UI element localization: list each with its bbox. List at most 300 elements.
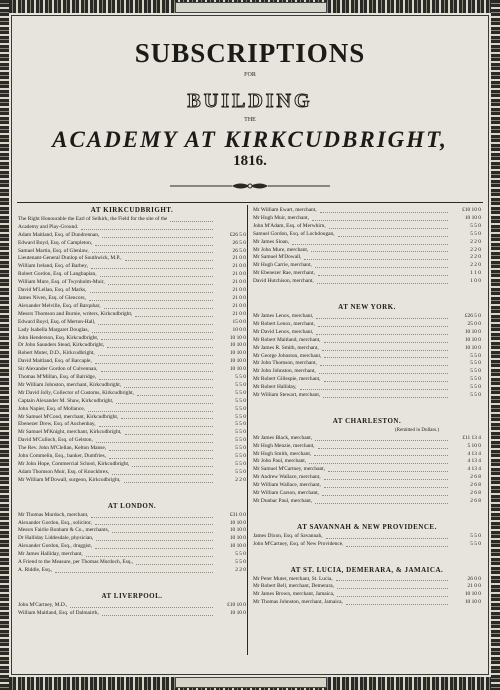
dot-leader (324, 482, 448, 488)
section-heading: AT CHARLESTON. (332, 416, 402, 425)
header-rule (17, 202, 483, 203)
subscriber-row (253, 576, 481, 584)
subscription-amount: 5 5 0 (235, 453, 246, 460)
subscriber-row (18, 303, 246, 311)
dot-leader (338, 231, 448, 237)
subscription-amount: 10 0 0 (232, 326, 246, 333)
subscriber-row (18, 461, 246, 469)
subscriber-row (18, 366, 246, 374)
subscription-amount: 10 10 0 (464, 214, 481, 221)
title-the: THE (244, 117, 256, 123)
subscriber-row (253, 498, 481, 506)
subscriber-row (253, 533, 481, 541)
subscriber-name: Dr Halliday Liddesdale, physician, (18, 535, 94, 542)
subscriber-name: Mr John Mure, merchant, (253, 246, 309, 253)
subscriber-row (18, 216, 246, 224)
subscriber-name: Mr John Thomson, merchant, (253, 360, 317, 367)
section-heading: AT SAVANNAH & NEW PROVIDENCE. (297, 522, 437, 531)
subscriber-name: Mr Andrew Wallace, merchant, (253, 474, 321, 481)
subscription-amount: 10 10 0 (464, 591, 481, 598)
subscription-amount (216, 224, 246, 232)
subscriber-row (18, 382, 246, 390)
dot-leader (70, 602, 213, 608)
subscriber-row (18, 311, 246, 319)
subscriber-row (253, 490, 481, 498)
dot-leader (86, 551, 213, 557)
dot-leader (98, 319, 213, 325)
subscription-amount: £26 5 0 (464, 312, 481, 319)
dot-leader (319, 368, 448, 374)
subscriber-name: Mr William M'Dowall, surgeon, Kirkcudbright, (18, 476, 121, 483)
dot-leader (304, 254, 448, 260)
subscriber-row (18, 469, 246, 477)
subscriber-row (253, 321, 481, 329)
subscription-amount: 5 5 0 (470, 222, 481, 229)
subscriber-name: Alexander Gordon, Esq., druggist, (18, 543, 93, 550)
subscriber-name: Lady Isabella Margaret Douglas, (18, 326, 89, 333)
dot-leader (92, 327, 213, 333)
dot-leader (292, 239, 448, 245)
subscriber-row (253, 313, 481, 321)
subscriber-row (253, 591, 481, 599)
subscriber-name: John M'Cartney, Esq. of New Providence, (253, 540, 344, 547)
dot-leader (318, 270, 448, 276)
subscriber-row (253, 541, 481, 549)
subscriber-name: Captain Alexander M. Shaw, Kirkcudbright, (18, 397, 114, 404)
top-cartouche (175, 2, 327, 13)
subscription-amount: 10 10 0 (229, 334, 246, 341)
title-year: 1816. (233, 153, 267, 169)
subscription-amount: 21 0 0 (467, 583, 481, 590)
dot-leader (135, 311, 213, 317)
subscriber-row (253, 278, 481, 286)
subscriber-row (253, 384, 481, 392)
subscriber-row (18, 335, 246, 343)
subscription-amount: 10 10 0 (464, 328, 481, 335)
subscriber-name: Mr John Paul, merchant, (253, 458, 307, 465)
subscription-amount: 2 6 8 (470, 474, 481, 481)
subscriber-name: David Maitland, Esq. of Barcaple, (18, 358, 92, 365)
subscription-amount: 5 5 0 (470, 384, 481, 391)
dot-leader (300, 384, 448, 390)
dot-leader (108, 279, 213, 285)
dot-leader (315, 498, 448, 504)
dot-leader (346, 599, 448, 605)
dot-leader (95, 543, 213, 549)
subscriber-name: Mr James R. Smith, merchant, (253, 344, 319, 351)
subscriber-row (18, 350, 246, 358)
subscriber-row (253, 368, 481, 376)
dot-leader (132, 461, 213, 467)
subscriber-name: Mr Samuel M'Cartney, merchant, (253, 466, 326, 473)
subscriber-name: Samuel Gordon, Esq. of Lochdougan, (253, 230, 335, 237)
dot-leader (55, 567, 213, 573)
subscriber-row (253, 458, 481, 466)
subscriber-name: Dr John Saunders Stead, Kirkcudbright, (18, 342, 105, 349)
dot-leader (322, 345, 448, 351)
subscriber-name: Samuel Martin, Esq. of Glenlaw, (18, 247, 89, 254)
subscriber-name: Robert Gordon, Esq. of Langbaplan, (18, 271, 97, 278)
subscriber-row (253, 451, 481, 459)
subscription-amount: 2 2 0 (235, 566, 246, 573)
dot-leader (89, 295, 213, 301)
subscriber-row (253, 262, 481, 270)
subscriber-name: Ebenezer Drew, Esq. of Auchenbay, (18, 421, 96, 428)
subscription-amount: 21 0 0 (232, 310, 246, 317)
subscription-amount: 10 10 0 (229, 350, 246, 357)
subscriber-name: James Niven, Esq. of Glencors, (18, 294, 86, 301)
dot-leader (99, 421, 213, 427)
dot-leader (121, 414, 213, 420)
dot-leader (125, 429, 213, 435)
subscriber-name: John Commelin, Esq., banker, Dumfries, (18, 453, 106, 460)
dot-leader (98, 350, 213, 356)
subscriber-name: Mr George Johnston, merchant, (253, 352, 322, 359)
subscriber-name: David M'Lellan, Esq. of Marks, (18, 287, 87, 294)
dot-leader (337, 583, 448, 589)
subscriber-row (253, 207, 481, 215)
subscriber-name: Robert Muter, D.D., Kirkcudbright, (18, 350, 95, 357)
dot-leader (336, 576, 448, 582)
subscriber-row (18, 224, 246, 232)
dot-leader (324, 353, 448, 359)
subscriber-row (18, 551, 246, 559)
subscriber-row (18, 358, 246, 366)
subscriber-name: John M'Adam, Esq. of Merwhirn, (253, 222, 326, 229)
subscriber-name: William Ireland, Esq. of Barbey, (18, 263, 88, 270)
section-gap (18, 575, 246, 593)
dot-leader (99, 374, 213, 380)
subscriber-row (18, 342, 246, 350)
subscription-amount: 5 5 0 (470, 532, 481, 539)
dot-leader (337, 591, 448, 597)
dot-leader (324, 474, 448, 480)
dot-leader (109, 453, 213, 459)
dot-leader (100, 271, 213, 277)
dot-leader (315, 435, 448, 441)
subscriber-row (18, 271, 246, 279)
dot-leader (102, 232, 213, 238)
left-column (18, 207, 246, 618)
subscriber-row (253, 223, 481, 231)
subscriber-name: Mr Thomas Murdoch, merchant, (18, 511, 89, 518)
subscriber-name: Mr Robert Halliday, (253, 384, 297, 391)
dot-leader (96, 437, 213, 443)
subscriber-name: Mr William Johnston, merchant, Kirkcudbright, (18, 381, 122, 388)
subscriber-row (253, 270, 481, 278)
subscription-amount: £31 0 0 (229, 511, 246, 518)
subscription-amount: 26 0 0 (467, 575, 481, 582)
subscriber-row (253, 376, 481, 384)
subscriber-row (18, 327, 246, 335)
subscriber-name: Mr Robert Maitland, merchant, (253, 336, 321, 343)
subscriber-row (18, 520, 246, 528)
subscriber-name: William Maitland, Esq. of Dalmairth, (18, 609, 99, 616)
subscriber-name: Mr Hugh Smith, merchant, (253, 450, 312, 457)
subscriber-name: Mr John Johnston, merchant, (253, 368, 316, 375)
subscription-amount: 10 10 0 (229, 342, 246, 349)
subscriber-row (253, 337, 481, 345)
subscriber-name: Mr Thomas Johnston, merchant, Jamaica, (253, 599, 343, 606)
dot-leader (124, 477, 213, 483)
subscriber-row (18, 421, 246, 429)
section-heading: AT KIRKCUDBRIGHT. (90, 206, 174, 214)
dot-leader (170, 216, 213, 222)
subscription-amount: 1 0 0 (470, 278, 481, 285)
dot-leader (322, 490, 448, 496)
subscriber-name: Lieutenant-General Dunlop of Southwick, M.P., (18, 255, 122, 262)
subscriber-name: Mr James Halliday, merchant, (18, 551, 83, 558)
subscriber-row (253, 466, 481, 474)
section-heading: AT ST. LUCIA, DEMERARA, & JAMAICA. (290, 565, 444, 574)
subscriber-name: James Dixon, Esq. of Savannah, (253, 532, 323, 539)
subscriber-row (18, 543, 246, 551)
subscription-amount: 5 5 0 (470, 352, 481, 359)
subscriber-row (18, 527, 246, 535)
subscriber-row (253, 329, 481, 337)
subscriber-name: Mr Hugh Carrie, merchant, (253, 262, 312, 269)
subscription-amount: 5 5 0 (235, 461, 246, 467)
subscriber-name: Mr John Hope, Commercial School, Kirkcudbright, (18, 461, 130, 467)
subscription-amount: 10 10 0 (229, 543, 246, 550)
column-divider (247, 205, 248, 655)
dot-leader (107, 342, 213, 348)
subscription-amount: 5 5 0 (235, 437, 246, 444)
dot-leader (109, 445, 213, 451)
subscriber-name: Mr Hugh Muir, merchant, (253, 214, 309, 221)
subscriber-name: The Rev. John M'Clellan, Kelton Manse, (18, 445, 107, 452)
section-gap (253, 549, 481, 567)
subscriber-row (253, 482, 481, 490)
dot-leader (329, 223, 448, 229)
dot-leader (346, 541, 448, 547)
dot-leader (136, 559, 213, 565)
subscriber-row (18, 610, 246, 618)
dot-leader (102, 610, 213, 616)
subscriber-row (18, 602, 246, 610)
dot-leader (312, 215, 448, 221)
subscriber-row (18, 567, 246, 575)
subscriber-name: Mr Samuel M'Dowall, (253, 254, 302, 261)
subscription-amount: 15 0 0 (232, 318, 246, 325)
section-gap (253, 286, 481, 304)
subscriber-row (253, 254, 481, 262)
subscriber-name: Alexander Melville, Esq. of Barquhar, (18, 302, 101, 309)
subscriber-row (18, 279, 246, 287)
subscriber-name: John Napier, Esq. of Mollance, (18, 405, 86, 412)
dot-leader (101, 366, 214, 372)
subscriber-name: Mr William Ewart, merchant, (253, 207, 317, 213)
subscriber-row (18, 429, 246, 437)
dot-leader (316, 329, 448, 335)
dot-leader (81, 224, 213, 230)
subscription-amount: 21 0 0 (232, 255, 246, 262)
subscriber-name: The Right Honourable the Earl of Selkirk, the Field for the site of the (18, 215, 168, 222)
subscription-amount: 10 10 0 (229, 535, 246, 542)
subscription-amount: 21 0 0 (232, 294, 246, 301)
subscriber-name: Sir Alexander Gordon of Culvennan, (18, 366, 98, 373)
subscriber-row (253, 360, 481, 368)
dot-leader (124, 382, 213, 388)
subscriber-row (253, 392, 481, 400)
dot-leader (116, 398, 213, 404)
subscriber-name: John Henderson, Esq. Kirkcudbright, (18, 334, 99, 341)
dot-leader (95, 358, 213, 364)
subscriber-name: Alexander Gordon, Esq., solicitor, (18, 519, 92, 526)
dot-leader (125, 255, 213, 261)
subscriber-name: Mr Robert Gillespie, merchant, (253, 376, 321, 383)
subscriber-name: William Mure, Esq. of Twynholm-Muir, (18, 279, 105, 286)
subscriber-name: Mr Dunbar Paul, merchant, (253, 498, 313, 504)
subscriber-name: Mr William Stewart, merchant, (253, 392, 321, 399)
subscriber-name: Mr William Wallace, merchant, (253, 482, 321, 489)
page-title: SUBSCRIPTIONS (134, 38, 366, 68)
dot-leader (92, 248, 213, 254)
dot-leader (309, 458, 448, 464)
subscriber-name: Mr Hugh Menzie, merchant, (253, 442, 315, 449)
subscriber-row (253, 231, 481, 239)
subscriber-name: David Hutchison, merchant, (253, 278, 314, 285)
dot-leader (96, 535, 213, 541)
subscriber-name: Adam Thomson Muir, Esq. of Knockbrex, (18, 468, 110, 475)
subscription-amount: 5 5 0 (470, 376, 481, 383)
subscriber-name: Edward Boyd, Esq. of Merton-Hall, (18, 318, 96, 325)
subscription-amount: 10 10 0 (229, 519, 246, 526)
subscription-amount: 25 0 0 (467, 320, 481, 327)
subscriber-row (18, 406, 246, 414)
section-heading: AT NEW YORK. (338, 303, 396, 312)
subscription-amount: 5 5 0 (235, 374, 246, 381)
dot-leader (104, 303, 213, 309)
subscriber-row (18, 255, 246, 263)
ornament-divider-icon (170, 181, 330, 191)
subscriber-name: David M'Culloch, Esq. of Gelston, (18, 437, 93, 444)
dot-leader (318, 321, 448, 327)
subscriber-name: John M'Cartney, M.D., (18, 601, 68, 608)
subscriber-name: Mr James Brown, merchant, Jamaica, (253, 591, 335, 598)
subscription-amount: 5 5 0 (235, 445, 246, 452)
subscription-amount: 5 5 0 (235, 551, 246, 558)
subscriber-row (18, 374, 246, 382)
dot-leader (316, 313, 448, 319)
subscription-amount: 5 5 0 (470, 230, 481, 237)
subscription-amount: 5 5 0 (235, 397, 246, 404)
subscriber-name: Mr Peter Muter, merchant, St. Lucia, (253, 575, 333, 582)
subscriber-row (253, 599, 481, 607)
subscription-amount: 5 5 0 (235, 429, 246, 436)
subscriber-name: Thomas M'Millan, Esq. of Balridge, (18, 374, 97, 381)
subscription-amount: 21 0 0 (232, 263, 246, 270)
subscriber-row (253, 353, 481, 361)
right-column (253, 207, 481, 607)
subscriber-row (253, 345, 481, 353)
subscription-amount: £11 13 4 (462, 434, 481, 441)
subscriber-row (253, 474, 481, 482)
subscription-amount: 4 13 4 (467, 466, 481, 473)
title-building: BUILDING (187, 90, 313, 112)
subscription-amount: 26 5 0 (232, 247, 246, 254)
subscription-amount: 10 10 0 (464, 336, 481, 343)
subscriber-row (253, 239, 481, 247)
subscription-amount: 4 13 4 (467, 450, 481, 457)
section-heading: AT LONDON. (107, 501, 157, 510)
subscription-amount: 5 5 0 (235, 421, 246, 428)
section-gap (253, 506, 481, 524)
subscriber-name: Mr William Carson, merchant, (253, 490, 320, 497)
dot-leader (88, 406, 213, 412)
subscription-amount: 5 5 0 (235, 405, 246, 412)
subscriber-name: Mr Samuel M'Cond, merchant, Kirkcudbright, (18, 413, 119, 420)
subscriber-row (18, 295, 246, 303)
subscription-amount: 10 10 0 (464, 599, 481, 606)
subscriber-row (18, 263, 246, 271)
subscriber-name: Mr Robert Bell, merchant, Demerara, (253, 583, 334, 590)
section-gap (253, 400, 481, 418)
subscriber-name: Mr Samuel M'Knight, merchant, Kirkcudbright, (18, 429, 122, 436)
dot-leader (318, 443, 448, 449)
subscriber-name: Mr James Lenox, merchant, (253, 312, 314, 319)
subscriber-name: Mr Ebenezer Rae, merchant, (253, 270, 315, 277)
subscription-amount: 2 2 0 (470, 238, 481, 245)
subscriber-name: Edward Boyd, Esq. of Campleton, (18, 239, 93, 246)
subscription-amount: 2 6 8 (470, 490, 481, 497)
subscription-amount: 5 5 0 (470, 360, 481, 367)
subscription-amount: 5 5 0 (235, 381, 246, 388)
subscription-amount: 2 2 0 (235, 476, 246, 483)
subscription-amount: 5 10 0 (467, 442, 481, 449)
dot-leader (112, 527, 213, 533)
subscriber-name: Mr Robert Lenox, merchant, (253, 320, 315, 327)
bottom-cartouche (175, 677, 327, 688)
subscriber-row (18, 437, 246, 445)
subscriber-name: Messrs Thomson and Burnie, writers, Kirkcudbright, (18, 310, 133, 317)
subscriber-row (18, 398, 246, 406)
dot-leader (137, 390, 213, 396)
subscriber-row (253, 583, 481, 591)
subscription-amount: 21 0 0 (232, 302, 246, 309)
subscriber-row (18, 240, 246, 248)
subscription-amount: 5 5 0 (235, 468, 246, 475)
subscriber-name: Messrs Fairlie Bonham & Co., merchants, (18, 527, 110, 534)
subscription-amount: 5 5 0 (470, 392, 481, 399)
subscription-amount: 2 2 0 (470, 246, 481, 253)
dot-leader (317, 278, 448, 284)
subscriber-row (18, 559, 246, 567)
subscriber-name: Mr James Sloan, (253, 238, 290, 245)
subscription-amount: 5 5 0 (235, 559, 246, 566)
dot-leader (90, 287, 214, 293)
subscriber-row (253, 247, 481, 255)
dot-leader (324, 376, 448, 382)
subscription-amount: 5 5 0 (470, 540, 481, 547)
subscriber-name: A. Riddle, Esq., (18, 566, 53, 573)
subscription-amount: 10 10 0 (229, 366, 246, 373)
subscription-amount (216, 216, 246, 224)
subscriber-name: Mr David Jolly, Collector of Customs, Kirkcudbright, (18, 389, 134, 396)
subscription-amount: £10 10 0 (227, 601, 246, 608)
subscriber-row (18, 319, 246, 327)
subscription-amount: 5 5 0 (470, 368, 481, 375)
subscriber-name: Mr David Lenox, merchant, (253, 328, 314, 335)
dot-leader (320, 360, 448, 366)
subscription-amount: 21 0 0 (232, 271, 246, 278)
subscription-amount: 2 6 8 (470, 482, 481, 489)
subscriber-row (18, 248, 246, 256)
subscription-amount: 21 0 0 (232, 279, 246, 286)
subscriber-row (18, 414, 246, 422)
subscriber-row (18, 390, 246, 398)
subscription-amount: 5 5 0 (235, 413, 246, 420)
